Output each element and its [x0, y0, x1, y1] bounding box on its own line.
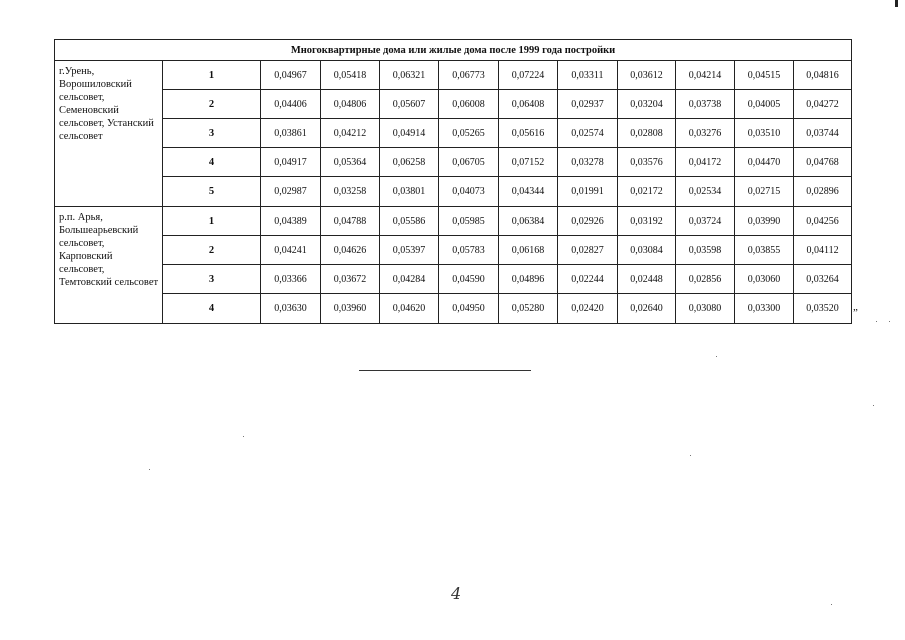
value-cell: 0,02574: [558, 119, 618, 148]
value-cell: 0,04214: [676, 61, 735, 90]
value-cell: 0,04950: [439, 294, 499, 324]
scan-speck: [716, 356, 717, 357]
value-cell: 0,05280: [499, 294, 558, 324]
footer-divider: [359, 370, 531, 371]
value-cell: 0,03855: [735, 236, 794, 265]
value-cell: 0,04896: [499, 265, 558, 294]
value-cell: 0,03576: [618, 148, 676, 177]
value-cell: 0,04515: [735, 61, 794, 90]
value-cell: 0,04590: [439, 265, 499, 294]
value-cell: 0,01991: [558, 177, 618, 207]
value-cell: 0,04806: [321, 90, 380, 119]
scan-speck: [873, 405, 874, 406]
value-cell: 0,04112: [794, 236, 852, 265]
zone-cell: 3: [163, 119, 261, 148]
value-cell: 0,04788: [321, 207, 380, 236]
region-cell: р.п. Арья, Большеарьевский сельсовет, Карповский сельсовет, Темтовский сельсовет: [55, 207, 163, 324]
value-cell: 0,07224: [499, 61, 558, 90]
value-cell: 0,04626: [321, 236, 380, 265]
value-cell: 0,04914: [380, 119, 439, 148]
value-cell: 0,03744: [794, 119, 852, 148]
table-row: [55, 265, 852, 294]
table-row: [55, 148, 852, 177]
value-cell: 0,03080: [676, 294, 735, 324]
value-cell: 0,03801: [380, 177, 439, 207]
value-cell: 0,02420: [558, 294, 618, 324]
value-cell: 0,04272: [794, 90, 852, 119]
value-cell: 0,05985: [439, 207, 499, 236]
zone-cell: 2: [163, 90, 261, 119]
zone-cell: 1: [163, 61, 261, 90]
value-cell: 0,03598: [676, 236, 735, 265]
value-cell: 0,03276: [676, 119, 735, 148]
value-cell: 0,04172: [676, 148, 735, 177]
value-cell: 0,02808: [618, 119, 676, 148]
value-cell: 0,03724: [676, 207, 735, 236]
value-cell: 0,04620: [380, 294, 439, 324]
value-cell: 0,03204: [618, 90, 676, 119]
value-cell: 0,03960: [321, 294, 380, 324]
value-cell: 0,02926: [558, 207, 618, 236]
value-cell: 0,02640: [618, 294, 676, 324]
value-cell: 0,03060: [735, 265, 794, 294]
value-cell: 0,04073: [439, 177, 499, 207]
value-cell: 0,03520: [794, 294, 852, 324]
value-cell: 0,04470: [735, 148, 794, 177]
value-cell: 0,05418: [321, 61, 380, 90]
value-cell: 0,06384: [499, 207, 558, 236]
value-cell: 0,04406: [261, 90, 321, 119]
value-cell: 0,03861: [261, 119, 321, 148]
value-cell: 0,05586: [380, 207, 439, 236]
table-row: [55, 207, 852, 236]
value-cell: 0,07152: [499, 148, 558, 177]
value-cell: 0,03258: [321, 177, 380, 207]
scan-speck: [149, 469, 150, 470]
value-cell: 0,04389: [261, 207, 321, 236]
value-cell: 0,02448: [618, 265, 676, 294]
value-cell: 0,02715: [735, 177, 794, 207]
scan-speck: [690, 455, 691, 456]
value-cell: 0,06773: [439, 61, 499, 90]
page-number: 4: [451, 584, 462, 603]
value-cell: 0,03990: [735, 207, 794, 236]
value-cell: 0,05397: [380, 236, 439, 265]
table-row: [55, 90, 852, 119]
scan-speck: [831, 604, 832, 605]
table-row: [55, 119, 852, 148]
value-cell: 0,04212: [321, 119, 380, 148]
scan-speck: [889, 321, 890, 322]
value-cell: 0,04816: [794, 61, 852, 90]
value-cell: 0,04967: [261, 61, 321, 90]
value-cell: 0,02172: [618, 177, 676, 207]
value-cell: 0,02856: [676, 265, 735, 294]
value-cell: 0,03630: [261, 294, 321, 324]
value-cell: 0,02937: [558, 90, 618, 119]
value-cell: 0,04917: [261, 148, 321, 177]
value-cell: 0,06705: [439, 148, 499, 177]
value-cell: 0,06008: [439, 90, 499, 119]
value-cell: 0,02827: [558, 236, 618, 265]
value-cell: 0,03366: [261, 265, 321, 294]
table-row: [55, 177, 852, 207]
zone-cell: 1: [163, 207, 261, 236]
value-cell: 0,06321: [380, 61, 439, 90]
value-cell: 0,04256: [794, 207, 852, 236]
value-cell: 0,05364: [321, 148, 380, 177]
value-cell: 0,05783: [439, 236, 499, 265]
value-cell: 0,03300: [735, 294, 794, 324]
zone-cell: 4: [163, 148, 261, 177]
zone-cell: 2: [163, 236, 261, 265]
value-cell: 0,03738: [676, 90, 735, 119]
value-cell: 0,03510: [735, 119, 794, 148]
zone-cell: 4: [163, 294, 261, 324]
value-cell: 0,03278: [558, 148, 618, 177]
value-cell: 0,02987: [261, 177, 321, 207]
table-row: [55, 236, 852, 265]
value-cell: 0,02896: [794, 177, 852, 207]
scan-speck: [243, 436, 244, 437]
value-cell: 0,03672: [321, 265, 380, 294]
zone-cell: 5: [163, 177, 261, 207]
scan-mark: [895, 0, 898, 7]
value-cell: 0,05265: [439, 119, 499, 148]
value-cell: 0,04344: [499, 177, 558, 207]
table-header: Многоквартирные дома или жилые дома после 1999 года постройки: [55, 40, 852, 61]
zone-cell: 3: [163, 265, 261, 294]
value-cell: 0,04768: [794, 148, 852, 177]
value-cell: 0,05616: [499, 119, 558, 148]
value-cell: 0,03084: [618, 236, 676, 265]
value-cell: 0,06258: [380, 148, 439, 177]
coefficient-table: [54, 39, 852, 324]
closing-quote: ”: [853, 307, 858, 319]
scan-speck: [876, 321, 877, 322]
value-cell: 0,04284: [380, 265, 439, 294]
value-cell: 0,06408: [499, 90, 558, 119]
table-row: [55, 61, 852, 90]
value-cell: 0,02244: [558, 265, 618, 294]
value-cell: 0,02534: [676, 177, 735, 207]
value-cell: 0,04241: [261, 236, 321, 265]
value-cell: 0,03311: [558, 61, 618, 90]
value-cell: 0,05607: [380, 90, 439, 119]
value-cell: 0,06168: [499, 236, 558, 265]
value-cell: 0,04005: [735, 90, 794, 119]
table-body: [55, 61, 852, 324]
table-row: [55, 294, 852, 324]
value-cell: 0,03192: [618, 207, 676, 236]
value-cell: 0,03612: [618, 61, 676, 90]
value-cell: 0,03264: [794, 265, 852, 294]
region-cell: г.Урень, Ворошиловский сельсовет, Семеновский сельсовет, Устанский сельсовет: [55, 61, 163, 207]
